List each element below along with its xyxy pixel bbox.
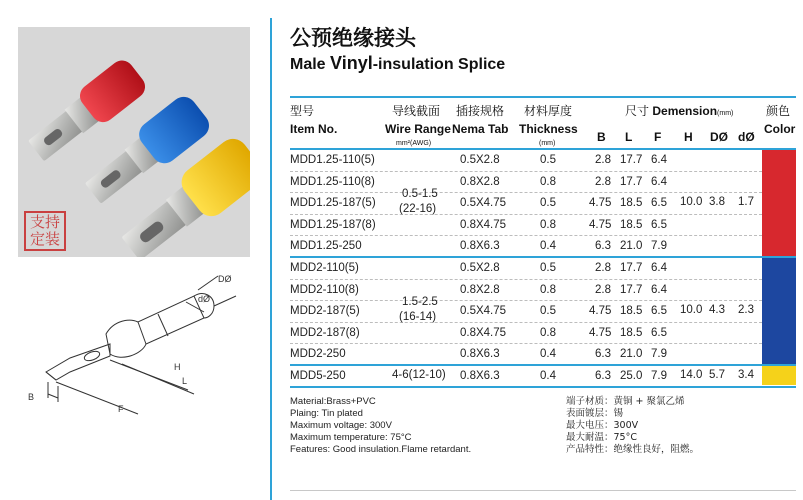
footer-rule xyxy=(290,490,796,491)
group-separator xyxy=(290,256,796,258)
header-wire-cn: 导线截面 xyxy=(392,104,441,118)
cell-dim-f: 6.4 xyxy=(651,262,667,274)
cell-thickness: 0.8 xyxy=(540,284,556,296)
cell-dim-b: 6.3 xyxy=(595,348,611,360)
header-dim-l: L xyxy=(625,130,633,144)
header-thickness-en: Thickness xyxy=(519,122,578,136)
spec-features-cn: 产品特性：绝缘性良好，阻燃。 xyxy=(566,444,700,455)
color-swatch-red xyxy=(762,150,796,256)
cell-nema-tab: 0.8X4.75 xyxy=(460,219,507,231)
header-item-en: Item No. xyxy=(290,122,338,136)
spec-plating-en: Plaing: Tin plated xyxy=(290,408,363,419)
cell-dim-l: 17.7 xyxy=(620,176,643,188)
dim-inner-g2: 2.3 xyxy=(738,304,754,316)
dim-inner-g3: 3.4 xyxy=(738,369,754,381)
header-dim-outer: DØ xyxy=(710,130,728,144)
cell-dim-f: 6.4 xyxy=(651,284,667,296)
dim-h-g1: 10.0 xyxy=(680,196,703,208)
support-stamp: 支持 定装 xyxy=(24,211,66,251)
cell-dim-f: 6.5 xyxy=(651,219,667,231)
header-item-cn: 型号 xyxy=(290,104,315,118)
cell-dim-l: 17.7 xyxy=(620,284,643,296)
cell-dim-l: 18.5 xyxy=(620,327,643,339)
cell-dim-b: 2.8 xyxy=(595,262,611,274)
header-dim-inner: dØ xyxy=(738,130,755,144)
cell-thickness: 0.4 xyxy=(540,348,556,360)
cell-dim-b: 2.8 xyxy=(595,284,611,296)
cell-nema-tab: 0.8X6.3 xyxy=(460,370,500,382)
cell-item: MDD1.25-110(8) xyxy=(290,176,375,188)
cell-dim-f: 6.4 xyxy=(651,154,667,166)
spec-material-en: Material:Brass+PVC xyxy=(290,396,376,407)
wire-range-g3: 4-6(12-10) xyxy=(392,369,446,381)
cell-dim-b: 4.75 xyxy=(589,197,612,209)
dimension-drawing xyxy=(18,272,250,422)
cell-dim-b: 4.75 xyxy=(589,327,612,339)
header-dimension: 尺寸 Demension(mm) xyxy=(625,104,734,118)
row-separator xyxy=(290,343,762,344)
color-swatch-yellow xyxy=(762,366,796,385)
cell-dim-f: 6.4 xyxy=(651,176,667,188)
cell-dim-b: 4.75 xyxy=(589,219,612,231)
dim-outer-g1: 3.8 xyxy=(709,196,725,208)
cell-item: MDD1.25-187(8) xyxy=(290,219,376,231)
dim-outer-g2: 4.3 xyxy=(709,304,725,316)
header-tab-cn: 插接规格 xyxy=(456,104,505,118)
header-thickness-unit: (mm) xyxy=(539,140,556,147)
cell-thickness: 0.8 xyxy=(540,176,556,188)
dim-h-g2: 10.0 xyxy=(680,304,703,316)
spec-temperature-cn: 最大耐温：75°C xyxy=(566,432,637,443)
cell-dim-b: 4.75 xyxy=(589,305,612,317)
wire-range-g2: 1.5-2.5 xyxy=(402,296,438,308)
cell-dim-l: 25.0 xyxy=(620,370,643,382)
cell-dim-l: 18.5 xyxy=(620,219,643,231)
drawing-label-h: H xyxy=(174,362,181,372)
spec-voltage-en: Maximum voltage: 300V xyxy=(290,420,392,431)
row-separator xyxy=(290,171,762,172)
header-color-en: Color xyxy=(764,122,796,136)
header-bottom-rule xyxy=(290,148,796,150)
cell-dim-l: 18.5 xyxy=(620,197,643,209)
cell-nema-tab: 0.8X6.3 xyxy=(460,240,500,252)
cell-item: MDD2-187(5) xyxy=(290,305,360,317)
cell-item: MDD5-250 xyxy=(290,370,346,382)
cell-thickness: 0.5 xyxy=(540,262,556,274)
cell-thickness: 0.8 xyxy=(540,219,556,231)
cell-dim-l: 21.0 xyxy=(620,348,643,360)
cell-dim-l: 21.0 xyxy=(620,240,643,252)
cell-thickness: 0.8 xyxy=(540,327,556,339)
cell-dim-f: 6.5 xyxy=(651,327,667,339)
header-color-cn: 颜色 xyxy=(766,104,791,118)
row-separator xyxy=(290,214,762,215)
drawing-label-outer-diameter: DØ xyxy=(218,274,232,284)
cell-item: MDD1.25-187(5) xyxy=(290,197,376,209)
cell-dim-l: 17.7 xyxy=(620,262,643,274)
row-separator xyxy=(290,300,762,301)
header-tab-en: Nema Tab xyxy=(452,122,509,136)
cell-item: MDD2-110(8) xyxy=(290,284,359,296)
cell-item: MDD2-250 xyxy=(290,348,346,360)
header-dim-h: H xyxy=(684,130,693,144)
row-separator xyxy=(290,279,762,280)
spec-voltage-cn: 最大电压：300V xyxy=(566,420,639,431)
table-bottom-rule xyxy=(290,386,796,388)
cell-nema-tab: 0.5X4.75 xyxy=(460,305,507,317)
page-title-en: Male Vinyl-insulation Splice xyxy=(290,53,506,73)
product-photo xyxy=(18,27,250,257)
cell-thickness: 0.4 xyxy=(540,240,556,252)
header-wire-unit: mm²(AWG) xyxy=(396,140,432,147)
row-separator xyxy=(290,322,762,323)
dim-inner-g1: 1.7 xyxy=(738,196,754,208)
cell-nema-tab: 0.5X2.8 xyxy=(460,262,500,274)
cell-item: MDD1.25-110(5) xyxy=(290,154,375,166)
cell-dim-b: 2.8 xyxy=(595,154,611,166)
cell-item: MDD1.25-250 xyxy=(290,240,362,252)
wire-awg-g2: (16-14) xyxy=(399,311,437,323)
cell-thickness: 0.5 xyxy=(540,305,556,317)
header-dim-b: B xyxy=(597,130,606,144)
dim-h-g3: 14.0 xyxy=(680,369,703,381)
cell-thickness: 0.4 xyxy=(540,370,556,382)
cell-nema-tab: 0.8X2.8 xyxy=(460,284,500,296)
drawing-label-inner-diameter: dØ xyxy=(198,294,211,304)
spec-temperature-en: Maximum temperature: 75°C xyxy=(290,432,412,443)
row-separator xyxy=(290,192,762,193)
drawing-label-b: B xyxy=(28,392,35,402)
cell-nema-tab: 0.5X4.75 xyxy=(460,197,507,209)
cell-item: MDD2-187(8) xyxy=(290,327,360,339)
spec-features-en: Features: Good insulation.Flame retardant. xyxy=(290,444,472,455)
cell-dim-l: 18.5 xyxy=(620,305,643,317)
cell-dim-f: 7.9 xyxy=(651,370,667,382)
spec-plating-cn: 表面镀层：锡 xyxy=(566,408,624,419)
drawing-label-f: F xyxy=(118,404,124,414)
cell-dim-f: 6.5 xyxy=(651,197,667,209)
group-separator xyxy=(290,364,796,366)
drawing-label-l: L xyxy=(182,376,188,386)
spec-material-cn: 端子材质：黄铜 + 聚氯乙烯 xyxy=(566,396,685,407)
dim-outer-g3: 5.7 xyxy=(709,369,725,381)
cell-nema-tab: 0.8X6.3 xyxy=(460,348,500,360)
cell-dim-f: 6.5 xyxy=(651,305,667,317)
wire-awg-g1: (22-16) xyxy=(399,203,437,215)
header-wire-en: Wire Range xyxy=(385,122,451,136)
header-dim-f: F xyxy=(654,130,662,144)
wire-range-g1: 0.5-1.5 xyxy=(402,188,438,200)
cell-dim-f: 7.9 xyxy=(651,348,667,360)
cell-nema-tab: 0.5X2.8 xyxy=(460,154,500,166)
cell-thickness: 0.5 xyxy=(540,197,556,209)
cell-dim-l: 17.7 xyxy=(620,154,643,166)
table-top-rule xyxy=(290,96,796,98)
cell-dim-b: 2.8 xyxy=(595,176,611,188)
color-swatch-blue xyxy=(762,258,796,364)
cell-nema-tab: 0.8X4.75 xyxy=(460,327,507,339)
cell-dim-f: 7.9 xyxy=(651,240,667,252)
row-separator xyxy=(290,235,762,236)
cell-thickness: 0.5 xyxy=(540,154,556,166)
cell-item: MDD2-110(5) xyxy=(290,262,359,274)
header-thickness-cn: 材料厚度 xyxy=(524,104,573,118)
cell-dim-b: 6.3 xyxy=(595,370,611,382)
divider-line xyxy=(270,18,272,500)
page-title-cn: 公预绝缘接头 xyxy=(290,26,416,50)
cell-dim-b: 6.3 xyxy=(595,240,611,252)
cell-nema-tab: 0.8X2.8 xyxy=(460,176,500,188)
